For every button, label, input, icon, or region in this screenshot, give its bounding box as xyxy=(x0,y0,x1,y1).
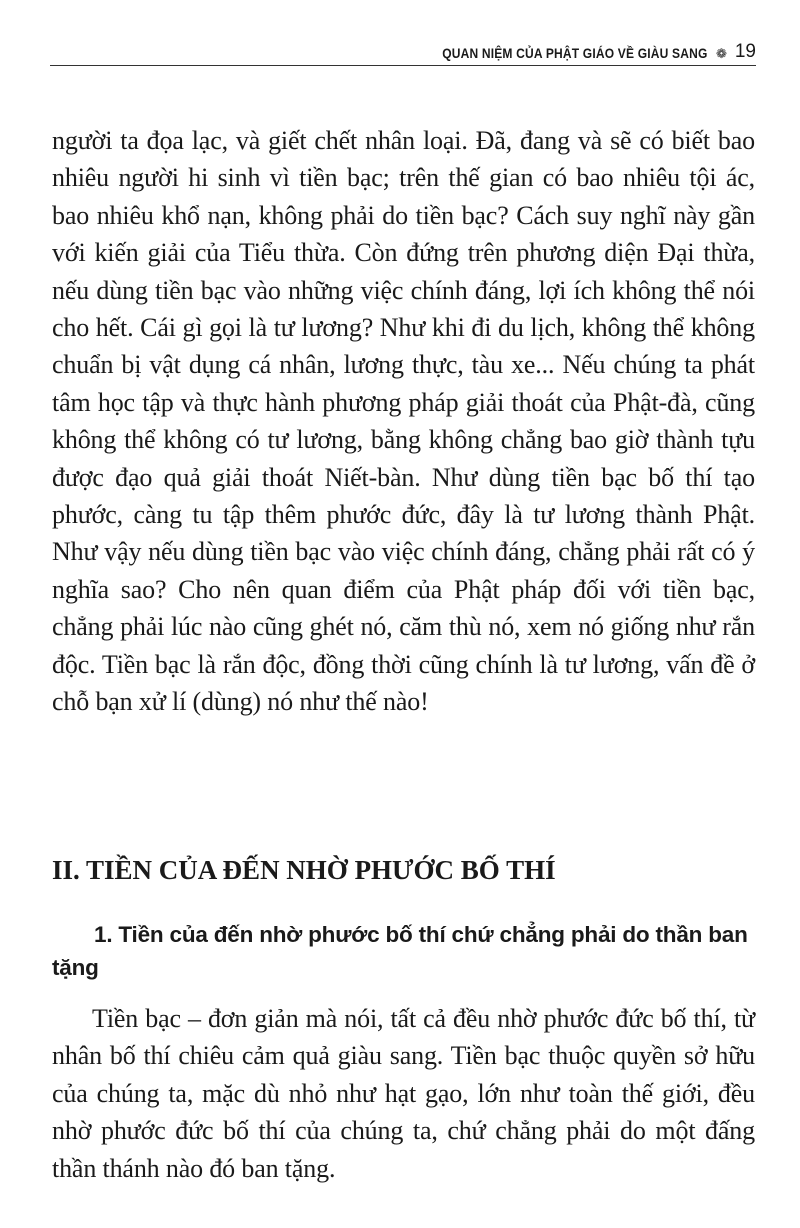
section-heading: II. TIỀN CỦA ĐẾN NHỜ PHƯỚC BỐ THÍ xyxy=(52,855,556,885)
subsection-heading: 1. Tiền của đến nhờ phước bố thí chứ chẳng phải do thần ban tặng xyxy=(52,922,748,980)
body-paragraph-1: người ta đọa lạc, và giết chết nhân loại. Đã, đang và sẽ có biết bao nhiêu người hi sinh vì tiền bạc; trên thế gian có bao nhiêu tội ác, bao nhiêu khổ nạn, không phải do tiền bạc? Cách suy nghĩ này gần với kiến giải của Tiểu thừa. Còn đứng trên phương diện Đại thừa, nếu dùng tiền bạc vào những việc chính đáng, lợi ích không thể nói cho hết. Cái gì gọi là tư lương? Như khi đi du lịch, không thể không chuẩn bị vật dụng cá nhân, lương thực, tàu xe... Nếu chúng ta phát tâm học tập và thực hành phương pháp giải thoát của Phật-đà, cũng không thể không có tư lương, bằng không chẳng bao giờ thành tựu được đạo quả giải thoát Niết-bàn. Như dùng tiền bạc bố thí tạo phước, càng tu tập thêm phước đức, đây là tư lương thành Phật. Như vậy nếu dùng tiền bạc vào việc chính đáng, chẳng phải rất có ý nghĩa sao? Cho nên quan điểm của Phật pháp đối với tiền bạc, chẳng phải lúc nào cũng ghét nó, căm thù nó, xem nó giống như rắn độc. Tiền bạc là rắn độc, đồng thời cũng chính là tư lương, vấn đề ở chỗ bạn xử lí (dùng) nó như thế nào! xyxy=(52,126,755,717)
page-number: 19 xyxy=(734,41,756,62)
flower-ornament-icon: ❁ xyxy=(715,47,727,62)
header-title: QUAN NIỆM CỦA PHẬT GIÁO VỀ GIÀU SANG xyxy=(442,45,708,61)
body-paragraph-2: Tiền bạc – đơn giản mà nói, tất cả đều nhờ phước đức bố thí, từ nhân bố thí chiêu cảm quả giàu sang. Tiền bạc thuộc quyền sở hữu của chúng ta, mặc dù nhỏ như hạt gạo, lớn như toàn thế giới, đều nhờ phước đức bố thí của chúng ta, chứ chẳng phải do một đấng thần thánh nào đó ban tặng. xyxy=(52,1004,755,1183)
running-header xyxy=(50,32,756,66)
